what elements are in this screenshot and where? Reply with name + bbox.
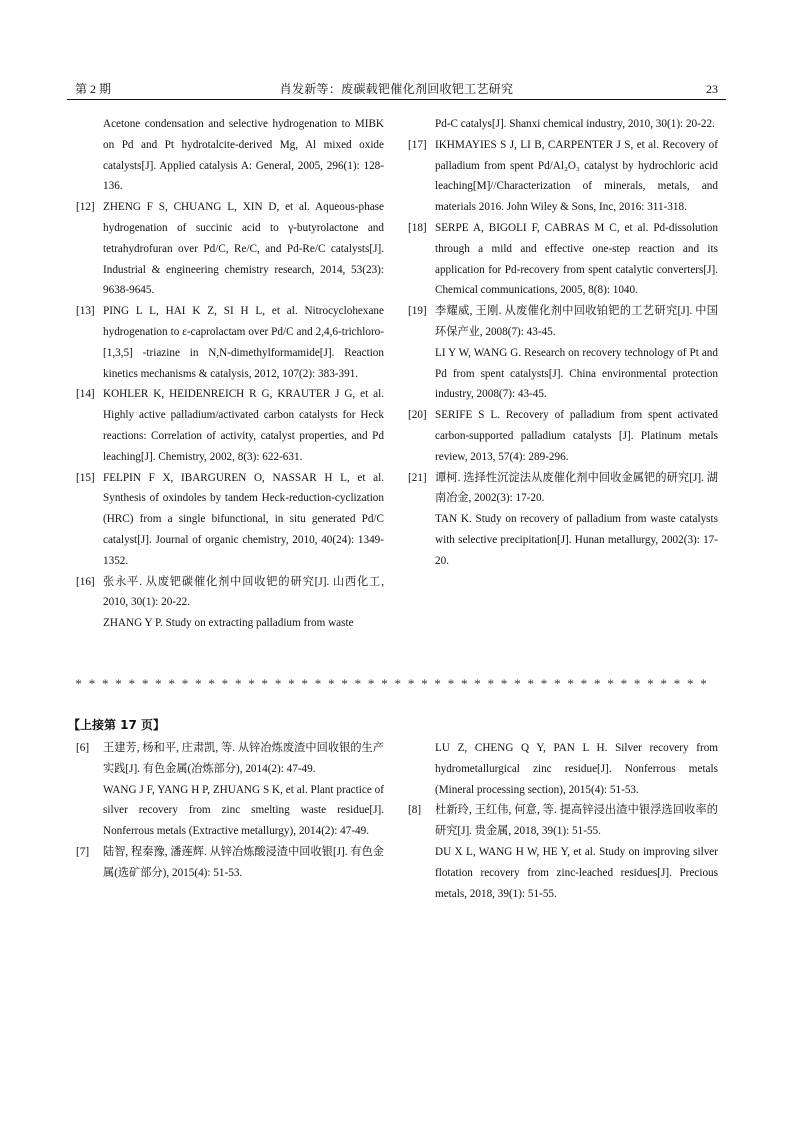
reference-text: Pd-C catalys[J]. Shanxi chemical industry, 2010, 30(1): 20-22. [435, 118, 715, 130]
separator-star: * [514, 676, 521, 691]
reference-text: KOHLER K, HEIDENREICH R G, KRAUTER J G, et al. Highly active palladium/activated carbon catalysts for Heck reactions: Correlation of activity, catalyst properties, and Pd leaching[J]. Chemistry, 2002, 8(3): 622-631. [103, 388, 384, 463]
reference-number: [12] [76, 201, 95, 214]
reference-number: [15] [76, 471, 95, 484]
separator-star: * [593, 676, 601, 691]
separator-star: * [221, 676, 229, 691]
issue-number: 第 2 期 [75, 82, 112, 96]
separator-star: * [367, 676, 375, 691]
separator-star: * [181, 676, 189, 691]
separator-star: * [261, 676, 269, 691]
separator-star: * [447, 676, 455, 691]
reference-text: SERIFE S L. Recovery of palladium from spent activated carbon-supported palladium catalysts [J]. Platinum metals review, 2013, 57(4): 289-296. [435, 409, 718, 463]
reference-entry [76, 572, 384, 634]
reference-text: 杜新玲, 王红伟, 何意, 等. 提高锌浸出渣中银浮选回收率的研究[J]. 贵金属, 2018, 39(1): 51-55. [435, 804, 718, 838]
section-separator [72, 676, 722, 692]
separator-star: * [527, 676, 534, 691]
separator-star: * [647, 676, 654, 691]
separator-star: * [328, 676, 335, 691]
reference-text: SERPE A, BIGOLI F, CABRAS M C, et al. Pd-dissolution through a mild and effective one-step reaction and its application for Pd-recovery from spent catalytic converters[J]. Chemical communications, 2005, 8(8): 1040. [435, 221, 718, 297]
reference-translation: LI Y W, WANG G. Research on recovery technology of Pt and Pd from spent catalysts[J]. China environmental protection industry, 2008(7): 43-45. [435, 346, 718, 401]
separator-star: * [434, 676, 441, 691]
reference-entry [408, 114, 718, 135]
reference-text: FELPIN F X, IBARGUREN O, NASSAR H L, et al. Synthesis of oxindoles by tandem Heck-reduction-cyclization (HRC) from a single bifunctional, in situ generated Pd/C catalyst[J]. Journal of organic chemistry, 2010, 40(24): 1349-1352. [103, 471, 384, 567]
separator-star: * [620, 676, 628, 691]
separator-star: * [208, 676, 215, 691]
reference-number: [16] [76, 575, 95, 588]
reference-entry [408, 468, 718, 572]
separator-star: * [474, 676, 481, 691]
reference-entry [408, 135, 718, 218]
separator-star: * [301, 676, 308, 691]
separator-star: * [288, 676, 295, 691]
separator-star: * [607, 676, 614, 691]
running-title: 肖发新等：废碳载钯催化剂回收钯工艺研究 [279, 82, 514, 96]
reference-entry [76, 738, 384, 842]
reference-number: [18] [408, 221, 427, 234]
reference-entry [76, 384, 384, 467]
reference-number: [6] [76, 742, 90, 754]
reference-entry [408, 405, 718, 467]
reference-text: 陆智, 程秦豫, 潘莲辉. 从锌冶炼酸浸渣中回收银[J]. 有色金属(选矿部分), 2015(4): 51-53. [103, 845, 384, 879]
separator-star: * [500, 676, 508, 691]
separator-star: * [567, 676, 574, 691]
separator-star: * [155, 676, 162, 691]
reference-text: 谭柯. 选择性沉淀法从废催化剂中回收金属钯的研究[J]. 湖南冶金, 2002(3): 17-20. [435, 471, 718, 505]
reference-entry [76, 301, 384, 384]
separator-star: * [540, 676, 548, 691]
reference-text: IKHMAYIES S J, LI B, CARPENTER J S, et al. Recovery of palladium from spent Pd/Al₂O₃ catalyst by hydrochloric acid leaching[M]//Characterization of minerals, metals, and materials 2016. John Wiley & Sons, Inc, 2016: 311-318. [435, 138, 718, 214]
separator-star: * [88, 676, 96, 691]
reference-number: [21] [408, 471, 427, 484]
reference-number: [19] [408, 305, 427, 318]
separator-star: * [128, 676, 136, 691]
reference-text: PING L L, HAI K Z, SI H L, et al. Nitrocyclohexane hydrogenation to ε-caprolactam over Pd/C and 2,4,6-trichloro-[1,3,5] -triazine in N,N-dimethylformamide[J]. Reaction kinetics mechanisms & catalysis, 2012, 107(2): 383-391. [103, 305, 384, 380]
separator-star: * [341, 676, 348, 691]
reference-entry [408, 800, 718, 904]
separator-star: * [633, 676, 641, 691]
separator-star: * [168, 676, 175, 691]
reference-text: LU Z, CHENG Q Y, PAN L H. Silver recovery from hydrometallurgical zinc residue[J]. Nonferrous metals (Mineral processing section), 2015(4): 51-53. [435, 742, 718, 796]
reference-text: 李耀威, 王刚. 从废催化剂中回收铂钯的工艺研究[J]. 中国环保产业, 2008(7): 43-45. [435, 305, 718, 338]
separator-star: * [660, 676, 667, 691]
reference-translation: DU X L, WANG H W, HE Y, et al. Study on improving silver flotation recovery from zinc-leached residues[J]. Precious metals, 2018, 39(1): 51-55. [435, 845, 718, 900]
reference-translation: WANG J F, YANG H P, ZHUANG S K, et al. Plant practice of silver recovery from zinc smelting waste residue[J]. Nonferrous metals (Extractive metallurgy), 2014(2): 47-49. [103, 783, 384, 838]
reference-entry [76, 468, 384, 572]
separator-star: * [554, 676, 561, 691]
separator-star: * [700, 676, 707, 691]
separator-star: * [234, 676, 242, 691]
separator-star: * [274, 676, 282, 691]
separator-star: * [248, 676, 255, 691]
reference-entry [76, 114, 384, 197]
separator-star: * [487, 676, 495, 691]
separator-star: * [580, 676, 588, 691]
separator-star: * [141, 676, 149, 691]
separator-star: * [75, 676, 82, 691]
separator-star: * [687, 676, 694, 691]
separator-star: * [354, 676, 362, 691]
reference-number: [20] [408, 409, 427, 422]
continued-from-label: 【上接第 17 页】 [68, 718, 166, 732]
reference-entry [408, 218, 718, 301]
references-left-column [76, 114, 384, 634]
reference-entry [408, 738, 718, 800]
reference-text: 王建芳, 杨和平, 庄肃凯, 等. 从锌冶炼废渣中回收银的生产实践[J]. 有色金属(冶炼部分), 2014(2): 47-49. [103, 742, 384, 775]
separator-star: * [195, 676, 202, 691]
reference-text: 张永平. 从废钯碳催化剂中回收钯的研究[J]. 山西化工, 2010, 30(1): 20-22. [103, 575, 384, 609]
references-right-column [408, 738, 718, 904]
reference-text: ZHENG F S, CHUANG L, XIN D, et al. Aqueous-phase hydrogenation of succinic acid to γ-butyrolactone and tetrahydrofuran over Pd/C, Re/C, and Pd-Re/C catalysts[J]. Industrial & engineering chemistry research, 2014, 53(23): 9638-9645. [103, 201, 384, 297]
reference-number: [14] [76, 388, 95, 401]
reference-number: [7] [76, 845, 90, 858]
running-header [67, 80, 726, 100]
separator-star: * [314, 676, 322, 691]
reference-number: [13] [76, 305, 95, 318]
separator-star: * [407, 676, 415, 691]
reference-number: [8] [408, 804, 422, 817]
page-number: 23 [706, 82, 718, 96]
reference-number: [17] [408, 138, 427, 151]
references-right-column [408, 114, 718, 572]
reference-text: Acetone condensation and selective hydrogenation to MIBK on Pd and Pt hydrotalcite-derived Mg, Al mixed oxide catalysts[J]. Applied catalysis A: General, 2005, 296(1): 128-136. [103, 118, 384, 193]
reference-entry [408, 301, 718, 405]
references-left-column [76, 738, 384, 884]
separator-star: * [421, 676, 428, 691]
reference-entry [76, 197, 384, 301]
separator-star: * [461, 676, 468, 691]
separator-star: * [101, 676, 109, 691]
separator-star: * [394, 676, 402, 691]
separator-star: * [115, 676, 122, 691]
separator-star: * [381, 676, 388, 691]
separator-star: * [673, 676, 681, 691]
reference-translation: ZHANG Y P. Study on extracting palladium from waste [103, 617, 354, 630]
reference-entry [76, 842, 384, 884]
reference-translation: TAN K. Study on recovery of palladium from waste catalysts with selective precipitation[J]. Hunan metallurgy, 2002(3): 17-20. [435, 513, 718, 567]
